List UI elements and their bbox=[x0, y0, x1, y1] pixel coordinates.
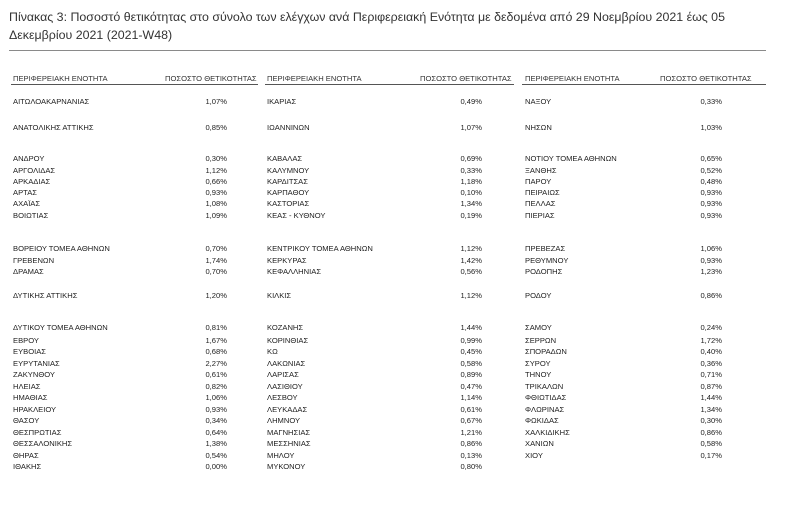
positivity-rate-cell: 0,30% bbox=[700, 416, 722, 425]
region-name-cell: ΖΑΚΥΝΘΟΥ bbox=[13, 370, 55, 379]
region-name-cell: ΛΕΣΒΟΥ bbox=[267, 393, 298, 402]
region-name-cell: ΣΥΡΟΥ bbox=[525, 359, 551, 368]
positivity-rate-cell: 0,64% bbox=[205, 428, 227, 437]
region-name-cell: ΛΕΥΚΑΔΑΣ bbox=[267, 405, 308, 414]
region-name-cell: ΦΩΚΙΔΑΣ bbox=[525, 416, 559, 425]
positivity-rate-cell: 1,67% bbox=[205, 336, 227, 345]
positivity-rate-cell: 1,20% bbox=[205, 291, 227, 300]
region-name-cell: ΛΑΚΩΝΙΑΣ bbox=[267, 359, 306, 368]
positivity-rate-cell: 1,07% bbox=[460, 123, 482, 132]
positivity-rate-cell: 0,86% bbox=[700, 291, 722, 300]
positivity-rate-cell: 0,80% bbox=[460, 462, 482, 471]
region-name-cell: ΦΘΙΩΤΙΔΑΣ bbox=[525, 393, 567, 402]
region-name-cell: ΚΕΝΤΡΙΚΟΥ ΤΟΜΕΑ ΑΘΗΝΩΝ bbox=[267, 244, 373, 253]
positivity-rate-cell: 0,47% bbox=[460, 382, 482, 391]
region-name-cell: ΦΛΩΡΙΝΑΣ bbox=[525, 405, 565, 414]
positivity-rate-cell: 0,56% bbox=[460, 267, 482, 276]
region-name-cell: ΕΒΡΟΥ bbox=[13, 336, 39, 345]
positivity-rate-cell: 0,10% bbox=[460, 188, 482, 197]
positivity-rate-cell: 0,93% bbox=[205, 405, 227, 414]
region-name-cell: ΜΕΣΣΗΝΙΑΣ bbox=[267, 439, 311, 448]
region-name-cell: ΘΑΣΟΥ bbox=[13, 416, 40, 425]
positivity-rate-cell: 0,30% bbox=[205, 154, 227, 163]
region-name-cell: ΛΗΜΝΟΥ bbox=[267, 416, 301, 425]
region-name-cell: ΕΥΒΟΙΑΣ bbox=[13, 347, 46, 356]
positivity-rate-cell: 0,65% bbox=[700, 154, 722, 163]
region-name-cell: ΗΜΑΘΙΑΣ bbox=[13, 393, 48, 402]
positivity-rate-cell: 0,00% bbox=[205, 462, 227, 471]
region-name-cell: ΚΕΡΚΥΡΑΣ bbox=[267, 256, 307, 265]
region-name-cell: ΜΑΓΝΗΣΙΑΣ bbox=[267, 428, 311, 437]
positivity-rate-cell: 0,24% bbox=[700, 323, 722, 332]
region-name-cell: ΑΡΤΑΣ bbox=[13, 188, 37, 197]
column-header-positivity: ΠΟΣΟΣΤΟ ΘΕΤΙΚΟΤΗΤΑΣ bbox=[420, 74, 512, 83]
column-header-region: ΠΕΡΙΦΕΡΕΙΑΚΗ ΕΝΟΤΗΤΑ bbox=[525, 74, 620, 83]
positivity-rate-cell: 0,82% bbox=[205, 382, 227, 391]
region-name-cell: ΙΚΑΡΙΑΣ bbox=[267, 97, 297, 106]
region-name-cell: ΚΕΑΣ - ΚΥΘΝΟΥ bbox=[267, 211, 326, 220]
region-name-cell: ΜΥΚΟΝΟΥ bbox=[267, 462, 306, 471]
positivity-rate-cell: 0,67% bbox=[460, 416, 482, 425]
positivity-rate-cell: 0,99% bbox=[460, 336, 482, 345]
positivity-rate-cell: 2,27% bbox=[205, 359, 227, 368]
positivity-rate-cell: 1,42% bbox=[460, 256, 482, 265]
region-name-cell: ΛΑΣΙΘΙΟΥ bbox=[267, 382, 303, 391]
positivity-rate-cell: 0,89% bbox=[460, 370, 482, 379]
region-name-cell: ΠΕΛΛΑΣ bbox=[525, 199, 556, 208]
positivity-rate-cell: 0,40% bbox=[700, 347, 722, 356]
region-name-cell: ΗΛΕΙΑΣ bbox=[13, 382, 41, 391]
positivity-rate-cell: 1,09% bbox=[205, 211, 227, 220]
positivity-rate-cell: 1,12% bbox=[460, 291, 482, 300]
positivity-rate-cell: 0,58% bbox=[460, 359, 482, 368]
positivity-rate-cell: 0,93% bbox=[700, 188, 722, 197]
region-name-cell: ΤΗΝΟΥ bbox=[525, 370, 552, 379]
positivity-rate-cell: 1,44% bbox=[460, 323, 482, 332]
region-name-cell: ΕΥΡΥΤΑΝΙΑΣ bbox=[13, 359, 60, 368]
header-underline bbox=[11, 84, 258, 85]
positivity-rate-cell: 1,07% bbox=[205, 97, 227, 106]
header-underline bbox=[522, 84, 766, 85]
positivity-rate-cell: 0,93% bbox=[700, 199, 722, 208]
positivity-rate-cell: 0,19% bbox=[460, 211, 482, 220]
region-name-cell: ΑΙΤΩΛΟΑΚΑΡΝΑΝΙΑΣ bbox=[13, 97, 90, 106]
region-name-cell: ΔΡΑΜΑΣ bbox=[13, 267, 44, 276]
positivity-rate-cell: 0,93% bbox=[700, 211, 722, 220]
positivity-rate-cell: 0,48% bbox=[700, 177, 722, 186]
region-name-cell: ΠΑΡΟΥ bbox=[525, 177, 552, 186]
positivity-rate-cell: 0,69% bbox=[460, 154, 482, 163]
region-name-cell: ΣΑΜΟΥ bbox=[525, 323, 552, 332]
region-name-cell: ΝΗΣΩΝ bbox=[525, 123, 552, 132]
positivity-rate-cell: 0,85% bbox=[205, 123, 227, 132]
positivity-rate-cell: 1,34% bbox=[460, 199, 482, 208]
positivity-rate-cell: 0,45% bbox=[460, 347, 482, 356]
positivity-rate-cell: 1,08% bbox=[205, 199, 227, 208]
positivity-rate-cell: 0,54% bbox=[205, 451, 227, 460]
positivity-rate-cell: 1,12% bbox=[205, 166, 227, 175]
region-name-cell: ΡΕΘΥΜΝΟΥ bbox=[525, 256, 569, 265]
table-title: Πίνακας 3: Ποσοστό θετικότητας στο σύνολο των ελέγχων ανά Περιφερειακή Ενότητα με δεδομένα από 29 Νοεμβρίου 2021 έως 05 Δεκεμβρίου 2021 (2021-W48) bbox=[9, 10, 725, 42]
region-name-cell: ΙΘΑΚΗΣ bbox=[13, 462, 42, 471]
positivity-rate-cell: 0,58% bbox=[700, 439, 722, 448]
positivity-rate-cell: 0,36% bbox=[700, 359, 722, 368]
region-name-cell: ΡΟΔΟΥ bbox=[525, 291, 552, 300]
positivity-rate-cell: 1,44% bbox=[700, 393, 722, 402]
region-name-cell: ΚΑΒΑΛΑΣ bbox=[267, 154, 303, 163]
region-name-cell: ΚΟΖΑΝΗΣ bbox=[267, 323, 304, 332]
region-name-cell: ΠΕΙΡΑΙΩΣ bbox=[525, 188, 560, 197]
positivity-rate-cell: 0,93% bbox=[205, 188, 227, 197]
region-name-cell: ΞΑΝΘΗΣ bbox=[525, 166, 557, 175]
positivity-rate-cell: 0,81% bbox=[205, 323, 227, 332]
positivity-rate-cell: 1,06% bbox=[205, 393, 227, 402]
positivity-rate-cell: 0,86% bbox=[700, 428, 722, 437]
positivity-rate-cell: 1,06% bbox=[700, 244, 722, 253]
header-underline bbox=[265, 84, 514, 85]
region-name-cell: ΑΧΑΪΑΣ bbox=[13, 199, 41, 208]
positivity-rate-cell: 0,86% bbox=[460, 439, 482, 448]
region-name-cell: ΘΕΣΣΑΛΟΝΙΚΗΣ bbox=[13, 439, 73, 448]
region-name-cell: ΑΡΓΟΛΙΔΑΣ bbox=[13, 166, 56, 175]
positivity-rate-cell: 0,17% bbox=[700, 451, 722, 460]
region-name-cell: ΚΟΡΙΝΘΙΑΣ bbox=[267, 336, 309, 345]
positivity-rate-cell: 1,18% bbox=[460, 177, 482, 186]
positivity-rate-cell: 0,13% bbox=[460, 451, 482, 460]
region-name-cell: ΤΡΙΚΑΛΩΝ bbox=[525, 382, 564, 391]
positivity-rate-cell: 0,33% bbox=[460, 166, 482, 175]
positivity-rate-cell: 1,12% bbox=[460, 244, 482, 253]
region-name-cell: ΑΝΔΡΟΥ bbox=[13, 154, 45, 163]
positivity-rate-cell: 1,34% bbox=[700, 405, 722, 414]
region-name-cell: ΝΑΞΟΥ bbox=[525, 97, 552, 106]
positivity-rate-cell: 1,23% bbox=[700, 267, 722, 276]
region-name-cell: ΒΟΡΕΙΟΥ ΤΟΜΕΑ ΑΘΗΝΩΝ bbox=[13, 244, 110, 253]
positivity-rate-cell: 1,03% bbox=[700, 123, 722, 132]
positivity-rate-cell: 1,38% bbox=[205, 439, 227, 448]
column-header-region: ΠΕΡΙΦΕΡΕΙΑΚΗ ΕΝΟΤΗΤΑ bbox=[267, 74, 362, 83]
positivity-rate-cell: 0,66% bbox=[205, 177, 227, 186]
region-name-cell: ΑΝΑΤΟΛΙΚΗΣ ΑΤΤΙΚΗΣ bbox=[13, 123, 94, 132]
region-name-cell: ΚΑΡΠΑΘΟΥ bbox=[267, 188, 310, 197]
region-name-cell: ΘΗΡΑΣ bbox=[13, 451, 39, 460]
positivity-rate-cell: 0,71% bbox=[700, 370, 722, 379]
region-name-cell: ΚΩ bbox=[267, 347, 278, 356]
region-name-cell: ΔΥΤΙΚΟΥ ΤΟΜΕΑ ΑΘΗΝΩΝ bbox=[13, 323, 108, 332]
region-name-cell: ΓΡΕΒΕΝΩΝ bbox=[13, 256, 55, 265]
region-name-cell: ΚΙΛΚΙΣ bbox=[267, 291, 292, 300]
positivity-rate-cell: 0,34% bbox=[205, 416, 227, 425]
region-name-cell: ΧΑΝΙΩΝ bbox=[525, 439, 554, 448]
positivity-rate-cell: 0,68% bbox=[205, 347, 227, 356]
region-name-cell: ΣΠΟΡΑΔΩΝ bbox=[525, 347, 567, 356]
positivity-rate-cell: 1,72% bbox=[700, 336, 722, 345]
column-header-positivity: ΠΟΣΟΣΤΟ ΘΕΤΙΚΟΤΗΤΑΣ bbox=[660, 74, 752, 83]
region-name-cell: ΣΕΡΡΩΝ bbox=[525, 336, 557, 345]
region-name-cell: ΚΑΛΥΜΝΟΥ bbox=[267, 166, 310, 175]
positivity-rate-cell: 0,87% bbox=[700, 382, 722, 391]
region-name-cell: ΠΡΕΒΕΖΑΣ bbox=[525, 244, 566, 253]
region-name-cell: ΘΕΣΠΡΩΤΙΑΣ bbox=[13, 428, 62, 437]
region-name-cell: ΝΟΤΙΟΥ ΤΟΜΕΑ ΑΘΗΝΩΝ bbox=[525, 154, 617, 163]
positivity-rate-cell: 0,33% bbox=[700, 97, 722, 106]
positivity-rate-cell: 0,61% bbox=[460, 405, 482, 414]
positivity-rate-cell: 1,21% bbox=[460, 428, 482, 437]
column-header-positivity: ΠΟΣΟΣΤΟ ΘΕΤΙΚΟΤΗΤΑΣ bbox=[165, 74, 257, 83]
positivity-rate-cell: 1,74% bbox=[205, 256, 227, 265]
region-name-cell: ΚΕΦΑΛΛΗΝΙΑΣ bbox=[267, 267, 322, 276]
region-name-cell: ΔΥΤΙΚΗΣ ΑΤΤΙΚΗΣ bbox=[13, 291, 78, 300]
region-name-cell: ΜΗΛΟΥ bbox=[267, 451, 295, 460]
positivity-rate-cell: 0,70% bbox=[205, 267, 227, 276]
region-name-cell: ΧΙΟΥ bbox=[525, 451, 543, 460]
positivity-rate-cell: 1,14% bbox=[460, 393, 482, 402]
region-name-cell: ΚΑΣΤΟΡΙΑΣ bbox=[267, 199, 310, 208]
region-name-cell: ΗΡΑΚΛΕΙΟΥ bbox=[13, 405, 57, 414]
positivity-rate-cell: 0,70% bbox=[205, 244, 227, 253]
region-name-cell: ΠΙΕΡΙΑΣ bbox=[525, 211, 555, 220]
positivity-rate-cell: 0,49% bbox=[460, 97, 482, 106]
positivity-rate-cell: 0,61% bbox=[205, 370, 227, 379]
region-name-cell: ΙΩΑΝΝΙΝΩΝ bbox=[267, 123, 310, 132]
region-name-cell: ΧΑΛΚΙΔΙΚΗΣ bbox=[525, 428, 570, 437]
region-name-cell: ΚΑΡΔΙΤΣΑΣ bbox=[267, 177, 308, 186]
region-name-cell: ΒΟΙΩΤΙΑΣ bbox=[13, 211, 49, 220]
region-name-cell: ΛΑΡΙΣΑΣ bbox=[267, 370, 299, 379]
positivity-rate-cell: 0,93% bbox=[700, 256, 722, 265]
title-divider bbox=[9, 50, 766, 51]
region-name-cell: ΡΟΔΟΠΗΣ bbox=[525, 267, 563, 276]
column-header-region: ΠΕΡΙΦΕΡΕΙΑΚΗ ΕΝΟΤΗΤΑ bbox=[13, 74, 108, 83]
positivity-rate-cell: 0,52% bbox=[700, 166, 722, 175]
region-name-cell: ΑΡΚΑΔΙΑΣ bbox=[13, 177, 51, 186]
